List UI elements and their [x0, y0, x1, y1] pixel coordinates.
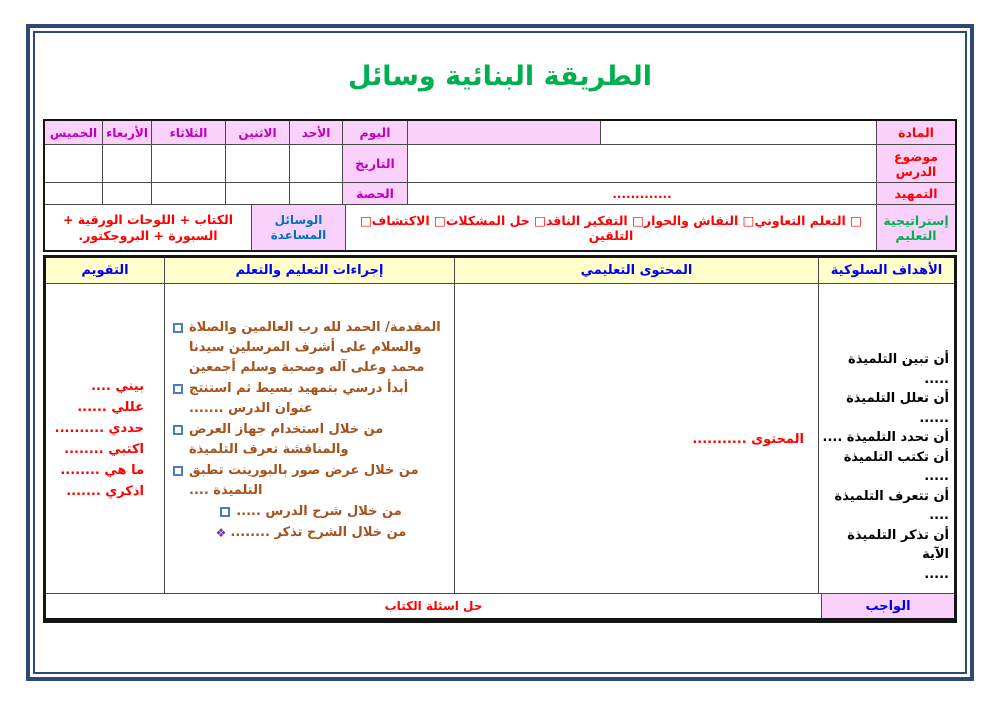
period-label: الحصة — [342, 183, 407, 204]
date-topic-row — [45, 144, 955, 182]
date-label: التاريخ — [342, 145, 407, 182]
title-area — [35, 33, 965, 119]
content-note: المحتوى ........... — [692, 432, 804, 447]
evaluation-line: ما هي ........ — [60, 463, 144, 478]
day-header-thursday: الخميس — [45, 121, 102, 144]
evaluation-line: بيني .... — [91, 379, 144, 394]
date-cell-sunday — [289, 145, 342, 182]
evaluation-line: حددي .......... — [54, 421, 144, 436]
evaluation-header: التقويم — [46, 258, 164, 283]
procedure-text: من خلال شرح الدرس ..... — [236, 504, 402, 519]
evaluation-line: اذكري ....... — [66, 484, 144, 499]
objective-line: ..... — [924, 566, 949, 582]
objectives-header: الأهداف السلوكية — [818, 258, 954, 283]
period-cell-thursday — [45, 183, 102, 204]
period-cell-sunday — [289, 183, 342, 204]
info-table — [43, 119, 957, 252]
date-cell-monday — [225, 145, 289, 182]
procedure-text: المقدمة/ الحمد لله رب العالمين والصلاة والسلام على أشرف المرسلين سيدنا محمد وعلى آله وصحبة وسلم أجمعين — [189, 320, 441, 375]
procedure-item — [171, 318, 449, 378]
checkbox-bullet-icon — [173, 425, 183, 435]
procedures-header: إجراءات التعليم والتعلم — [164, 258, 454, 283]
lesson-plan-sheet — [33, 31, 967, 674]
period-cell-wednesday — [102, 183, 151, 204]
subject-label: المادة — [876, 121, 955, 144]
checkbox-bullet-icon — [173, 323, 183, 333]
intro-value: ............. — [407, 183, 876, 204]
objective-line: أن تذكر التلميذة الآية — [847, 527, 949, 562]
day-header-monday: الاثنين — [225, 121, 289, 144]
strategy-options: □ التعلم التعاوني□ النقاش والحوار□ التفكير الناقد□ حل المشكلات□ الاكتشاف□ التلقين — [345, 205, 876, 250]
main-body-row — [46, 283, 954, 593]
period-cell-monday — [225, 183, 289, 204]
evaluation-cell — [46, 284, 164, 593]
day-header-wednesday: الأربعاء — [102, 121, 151, 144]
day-row — [45, 121, 955, 144]
procedure-item — [171, 523, 449, 543]
topic-value-cell — [407, 145, 876, 182]
procedure-item — [171, 502, 449, 522]
aids-label: الوسائل المساعدة — [251, 205, 345, 250]
objective-line: أن تبين التلميذة ..... — [848, 352, 949, 387]
objective-line: أن تحدد التلميذة .... — [822, 430, 949, 445]
procedures-cell — [164, 284, 454, 593]
period-cell-tuesday — [151, 183, 225, 204]
procedure-text: من خلال استخدام جهاز العرض والمناقشة تعرف التلميذة — [189, 422, 384, 457]
topic-label: موضوع الدرس — [876, 145, 955, 182]
procedure-text: من خلال عرض صور بالبورينت تطبق التلميذة .... — [189, 463, 419, 498]
checkbox-bullet-icon — [173, 384, 183, 394]
intro-label: التمهيد — [876, 183, 955, 204]
evaluation-line: عللي ...... — [77, 400, 144, 415]
objective-line: أن تتعرف التلميذة .... — [834, 488, 949, 523]
day-label: اليوم — [342, 121, 407, 144]
date-cell-wednesday — [102, 145, 151, 182]
homework-row — [46, 593, 954, 618]
aids-value: الكتاب + اللوحات الورقية + السبورة + البروجكتور. — [62, 211, 234, 243]
day-header-sunday: الأحد — [289, 121, 342, 144]
checkbox-bullet-icon — [173, 466, 183, 476]
date-cell-tuesday — [151, 145, 225, 182]
date-cell-thursday — [45, 145, 102, 182]
homework-value: حل اسئلة الكتاب — [384, 599, 483, 613]
evaluation-line: اكتبي ........ — [64, 442, 144, 457]
page-title: الطريقة البنائية وسائل — [347, 60, 653, 92]
checkbox-bullet-icon — [220, 507, 230, 517]
main-header-row — [46, 258, 954, 283]
procedure-item — [171, 420, 449, 460]
content-header: المحتوى التعليمي — [454, 258, 818, 283]
diamond-bullet-icon: ❖ — [215, 526, 227, 540]
strategy-label: إستراتيجية التعليم — [876, 205, 955, 250]
objectives-cell — [818, 284, 954, 593]
period-intro-row — [45, 182, 955, 204]
objective-line: أن تعلل التلميذة ...... — [846, 391, 949, 426]
day-row-filler-cell — [407, 121, 600, 144]
aids-strategy-row — [45, 204, 955, 250]
objective-line: أن تكتب التلميذة ..... — [843, 449, 949, 484]
procedure-item — [171, 379, 449, 419]
day-header-tuesday: الثلاثاء — [151, 121, 225, 144]
procedure-item — [171, 461, 449, 501]
procedure-text: من خلال الشرح تذكر ........ — [230, 525, 407, 540]
procedure-text: أبدأ درسي بتمهيد بسيط ثم استنتج عنوان الدرس ....... — [189, 381, 409, 416]
main-table — [43, 255, 957, 623]
subject-value-cell — [600, 121, 876, 144]
homework-label: الواجب — [821, 594, 954, 618]
content-cell — [454, 284, 818, 593]
